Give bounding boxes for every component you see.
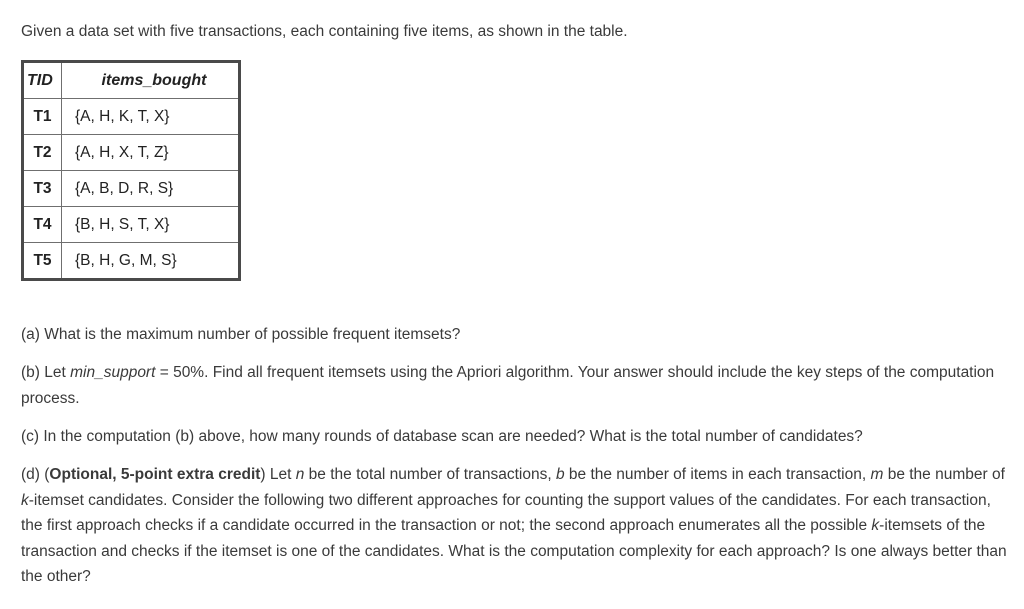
table-row xyxy=(23,243,240,280)
var-k: k xyxy=(21,491,29,509)
question-d-text-6: -itemsets of the transaction and checks if the itemset is one of the candidates. What is the computation complexity for each approach? Is one always better than the other? xyxy=(21,517,1007,585)
question-c: (c) In the computation (b) above, how many rounds of database scan are needed? What is the total number of candidates? xyxy=(21,428,863,445)
table-row xyxy=(23,171,240,207)
tid-cell: T2 xyxy=(23,135,62,171)
var-n: n xyxy=(295,466,305,483)
header-tid: TID xyxy=(23,62,62,99)
table-row xyxy=(23,99,240,135)
items-cell: {B, H, S, T, X} xyxy=(62,207,240,243)
items-cell: {A, H, X, T, Z} xyxy=(62,135,240,171)
tid-cell: T3 xyxy=(23,171,62,207)
var-m: m xyxy=(870,466,884,483)
table-row xyxy=(23,135,240,171)
min-support-variable: min_support xyxy=(70,364,156,381)
extra-credit-label: Optional, 5-point extra credit xyxy=(49,466,261,483)
tid-cell: T5 xyxy=(23,243,62,280)
question-d-text-1: ) Let xyxy=(260,466,296,483)
intro-text: Given a data set with five transactions, each containing five items, as shown in the table. xyxy=(21,23,628,40)
question-d-text-5: -itemset candidates. Consider the following two different approaches for counting the support values of the candidates. For each transaction, the first approach checks if a candidate occurred in the transaction or not; the second approach enumerates all the possible xyxy=(21,491,991,534)
table-row xyxy=(23,207,240,243)
question-d-text-2: be the total number of transactions, xyxy=(304,466,556,483)
items-cell: {B, H, G, M, S} xyxy=(62,243,240,280)
items-cell: {A, H, K, T, X} xyxy=(62,99,240,135)
question-d-label: (d) ( xyxy=(21,466,50,483)
question-d xyxy=(21,462,1011,590)
question-b xyxy=(21,360,1011,411)
transactions-table xyxy=(21,60,241,281)
question-b-prefix: (b) Let xyxy=(21,364,71,381)
tid-cell: T4 xyxy=(23,207,62,243)
var-b: b xyxy=(555,466,565,483)
items-cell: {A, B, D, R, S} xyxy=(62,171,240,207)
var-k: k xyxy=(871,517,880,534)
question-b-text: = 50%. Find all frequent itemsets using the Apriori algorithm. Your answer should include the key steps of the computation process. xyxy=(21,364,995,407)
tid-cell: T1 xyxy=(23,99,62,135)
table-header-row xyxy=(23,62,240,99)
header-items-bought: items_bought xyxy=(62,62,240,99)
question-a: (a) What is the maximum number of possible frequent itemsets? xyxy=(21,326,461,343)
question-d-text-4: be the number of xyxy=(883,466,1005,483)
question-d-text-3: be the number of items in each transaction, xyxy=(564,466,871,483)
